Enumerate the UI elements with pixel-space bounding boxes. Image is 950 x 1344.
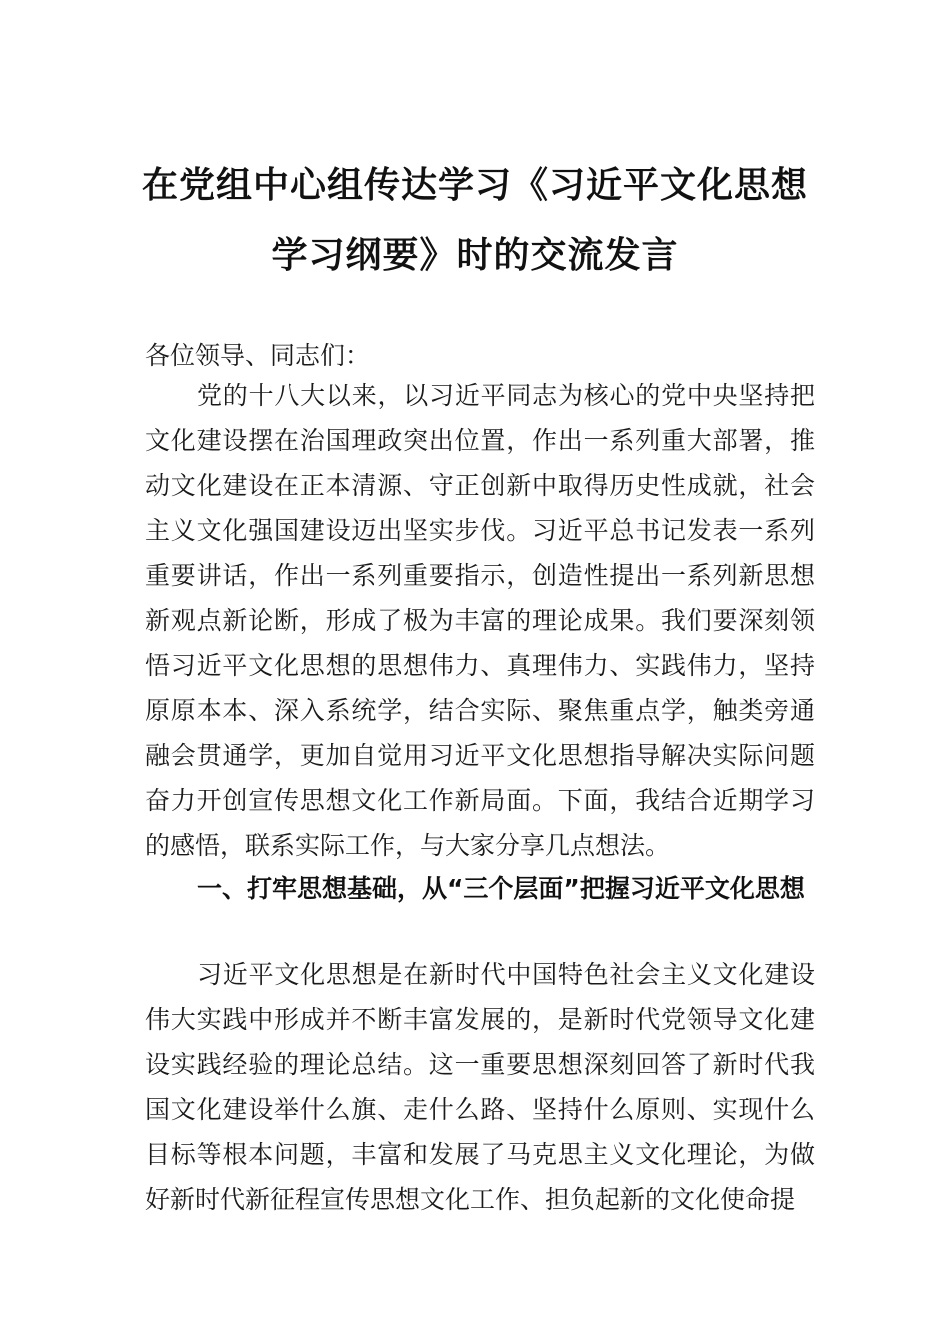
paragraph-intro: 党的十八大以来，以习近平同志为核心的党中央坚持把文化建设摆在治国理政突出位置，作出一系列重大部署，推动文化建设在正本清源、守正创新中取得历史性成就，社会主义文化强国建设迈出坚实步伐。习近平总书记发表一系列重要讲话，作出一系列重要指示，创造性提出一系列新思想新观点新论断，形成了极为丰富的理论成果。我们要深刻领悟习近平文化思想的思想伟力、真理伟力、实践伟力，坚持原原本本、深入系统学，结合实际、聚焦重点学，触类旁通融会贯通学，更加自觉用习近平文化思想指导解决实际问题奋力开创宣传思想文化工作新局面。下面，我结合近期学习的感悟，联系实际工作，与大家分享几点想法。 <box>145 381 815 860</box>
salutation: 各位领导、同志们： <box>145 341 371 370</box>
document-title-line-2: 学习纲要》时的交流发言 <box>271 234 679 276</box>
document-title-line-1: 在党组中心组传达学习《习近平文化思想 <box>141 164 808 206</box>
section-heading-1: 一、打牢思想基础，从“三个层面”把握习近平文化思想 <box>197 874 805 903</box>
paragraph-section-1: 习近平文化思想是在新时代中国特色社会主义文化建设伟大实践中形成并不断丰富发展的，是新时代党领导文化建设实践经验的理论总结。这一重要思想深刻回答了新时代我国文化建设举什么旗、走什么路、坚持什么原则、实现什么目标等根本问题，丰富和发展了马克思主义文化理论，为做好新时代新征程宣传思想文化工作、担负起新的文化使命提 <box>145 960 815 1214</box>
